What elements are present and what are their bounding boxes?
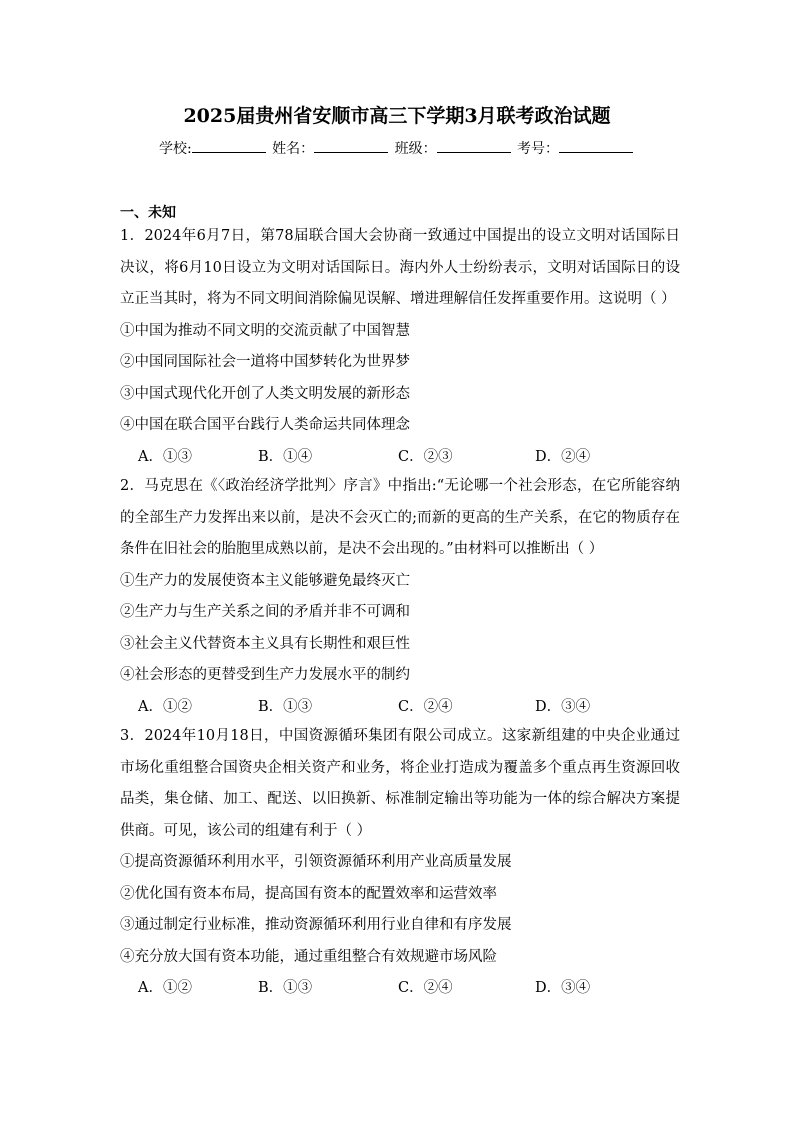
exam-number-label: 考号： xyxy=(517,141,560,157)
choice-b[interactable]: B．①③ xyxy=(258,698,313,715)
school-label: 学校: xyxy=(158,141,192,157)
statement-option: ②生产力与生产关系之间的矛盾并非不可调和 xyxy=(120,604,410,620)
section-heading: 一、未知 xyxy=(120,205,176,221)
question-1 xyxy=(120,221,680,473)
statement-option: ①生产力的发展使资本主义能够避免最终灭亡 xyxy=(120,572,410,589)
statement-option: ③中国式现代化开创了人类文明发展的新形态 xyxy=(120,385,410,402)
choice-a[interactable]: A．①② xyxy=(138,698,192,715)
question-stem: 2．马克思在《〈政治经济学批判〉序言》中指出:“无论哪一个社会形态，在它所能容纳的全部生产力发挥出来以前，是决不会灭亡的;而新的更高的生产关系，在它的物质存在条件在旧社会的胎胞里成熟以前，是决不会出现的。”由材料可以推断出（ ） xyxy=(120,478,680,557)
answer-choices xyxy=(120,973,680,1005)
statement-option: ②优化国有资本布局，提高国有资本的配置效率和运营效率 xyxy=(120,885,497,902)
statement-option: ③社会主义代替资本主义具有长期性和艰巨性 xyxy=(120,635,410,652)
statement-option: ④中国在联合国平台践行人类命运共同体理念 xyxy=(120,417,410,433)
statement-option: ①中国为推动不同文明的交流贡献了中国智慧 xyxy=(120,322,410,339)
choice-b[interactable]: B．①③ xyxy=(258,980,313,996)
statement-option: ④充分放大国有资本功能，通过重组整合有效规避市场风险 xyxy=(120,948,497,965)
answer-choices xyxy=(120,442,680,474)
name-blank[interactable] xyxy=(314,138,388,153)
exam-title: 2025届贵州省安顺市高三下学期3月联考政治试题 xyxy=(183,105,611,127)
question-3 xyxy=(120,721,680,1005)
exam-number-blank[interactable] xyxy=(559,138,633,153)
choice-a[interactable]: A．①③ xyxy=(138,448,192,465)
choice-a[interactable]: A．①② xyxy=(138,980,192,996)
statement-option: ②中国同国际社会一道将中国梦转化为世界梦 xyxy=(120,354,410,370)
class-label: 班级： xyxy=(394,141,437,157)
choice-b[interactable]: B．①④ xyxy=(258,448,313,465)
school-blank[interactable] xyxy=(192,138,266,153)
statement-option: ③通过制定行业标准，推动资源循环利用行业自律和有序发展 xyxy=(120,917,512,933)
answer-choices xyxy=(120,692,680,724)
name-label: 姓名： xyxy=(272,141,315,157)
statement-option: ④社会形态的更替受到生产力发展水平的制约 xyxy=(120,667,410,683)
class-blank[interactable] xyxy=(437,138,511,153)
choice-d[interactable]: D．③④ xyxy=(535,980,591,996)
question-stem: 3．2024年10月18日，中国资源循环集团有限公司成立。这家新组建的中央企业通过市场化重组整合国资央企相关资产和业务，将企业打造成为覆盖多个重点再生资源回收品类，集仓储、加工、配送、以旧换新、标准制定输出等功能为一体的综合解决方案提供商。可见，该公司的组建有利于（ ） xyxy=(120,728,680,839)
choice-c[interactable]: C．②③ xyxy=(398,448,453,465)
student-info-line xyxy=(0,138,794,159)
choice-c[interactable]: C．②④ xyxy=(398,980,453,996)
choice-d[interactable]: D．②④ xyxy=(535,448,591,465)
choice-d[interactable]: D．③④ xyxy=(535,698,591,715)
choice-c[interactable]: C．②④ xyxy=(398,698,453,715)
question-stem: 1．2024年6月7日，第78届联合国大会协商一致通过中国提出的设立文明对话国际日决议，将6月10日设立为文明对话国际日。海内外人士纷纷表示，文明对话国际日的设立正当其时，将为不同文明间消除偏见误解、增进理解信任发挥重要作用。这说明（ ） xyxy=(120,228,680,307)
statement-option: ①提高资源循环利用水平，引领资源循环利用产业高质量发展 xyxy=(120,854,512,870)
question-2 xyxy=(120,471,680,723)
